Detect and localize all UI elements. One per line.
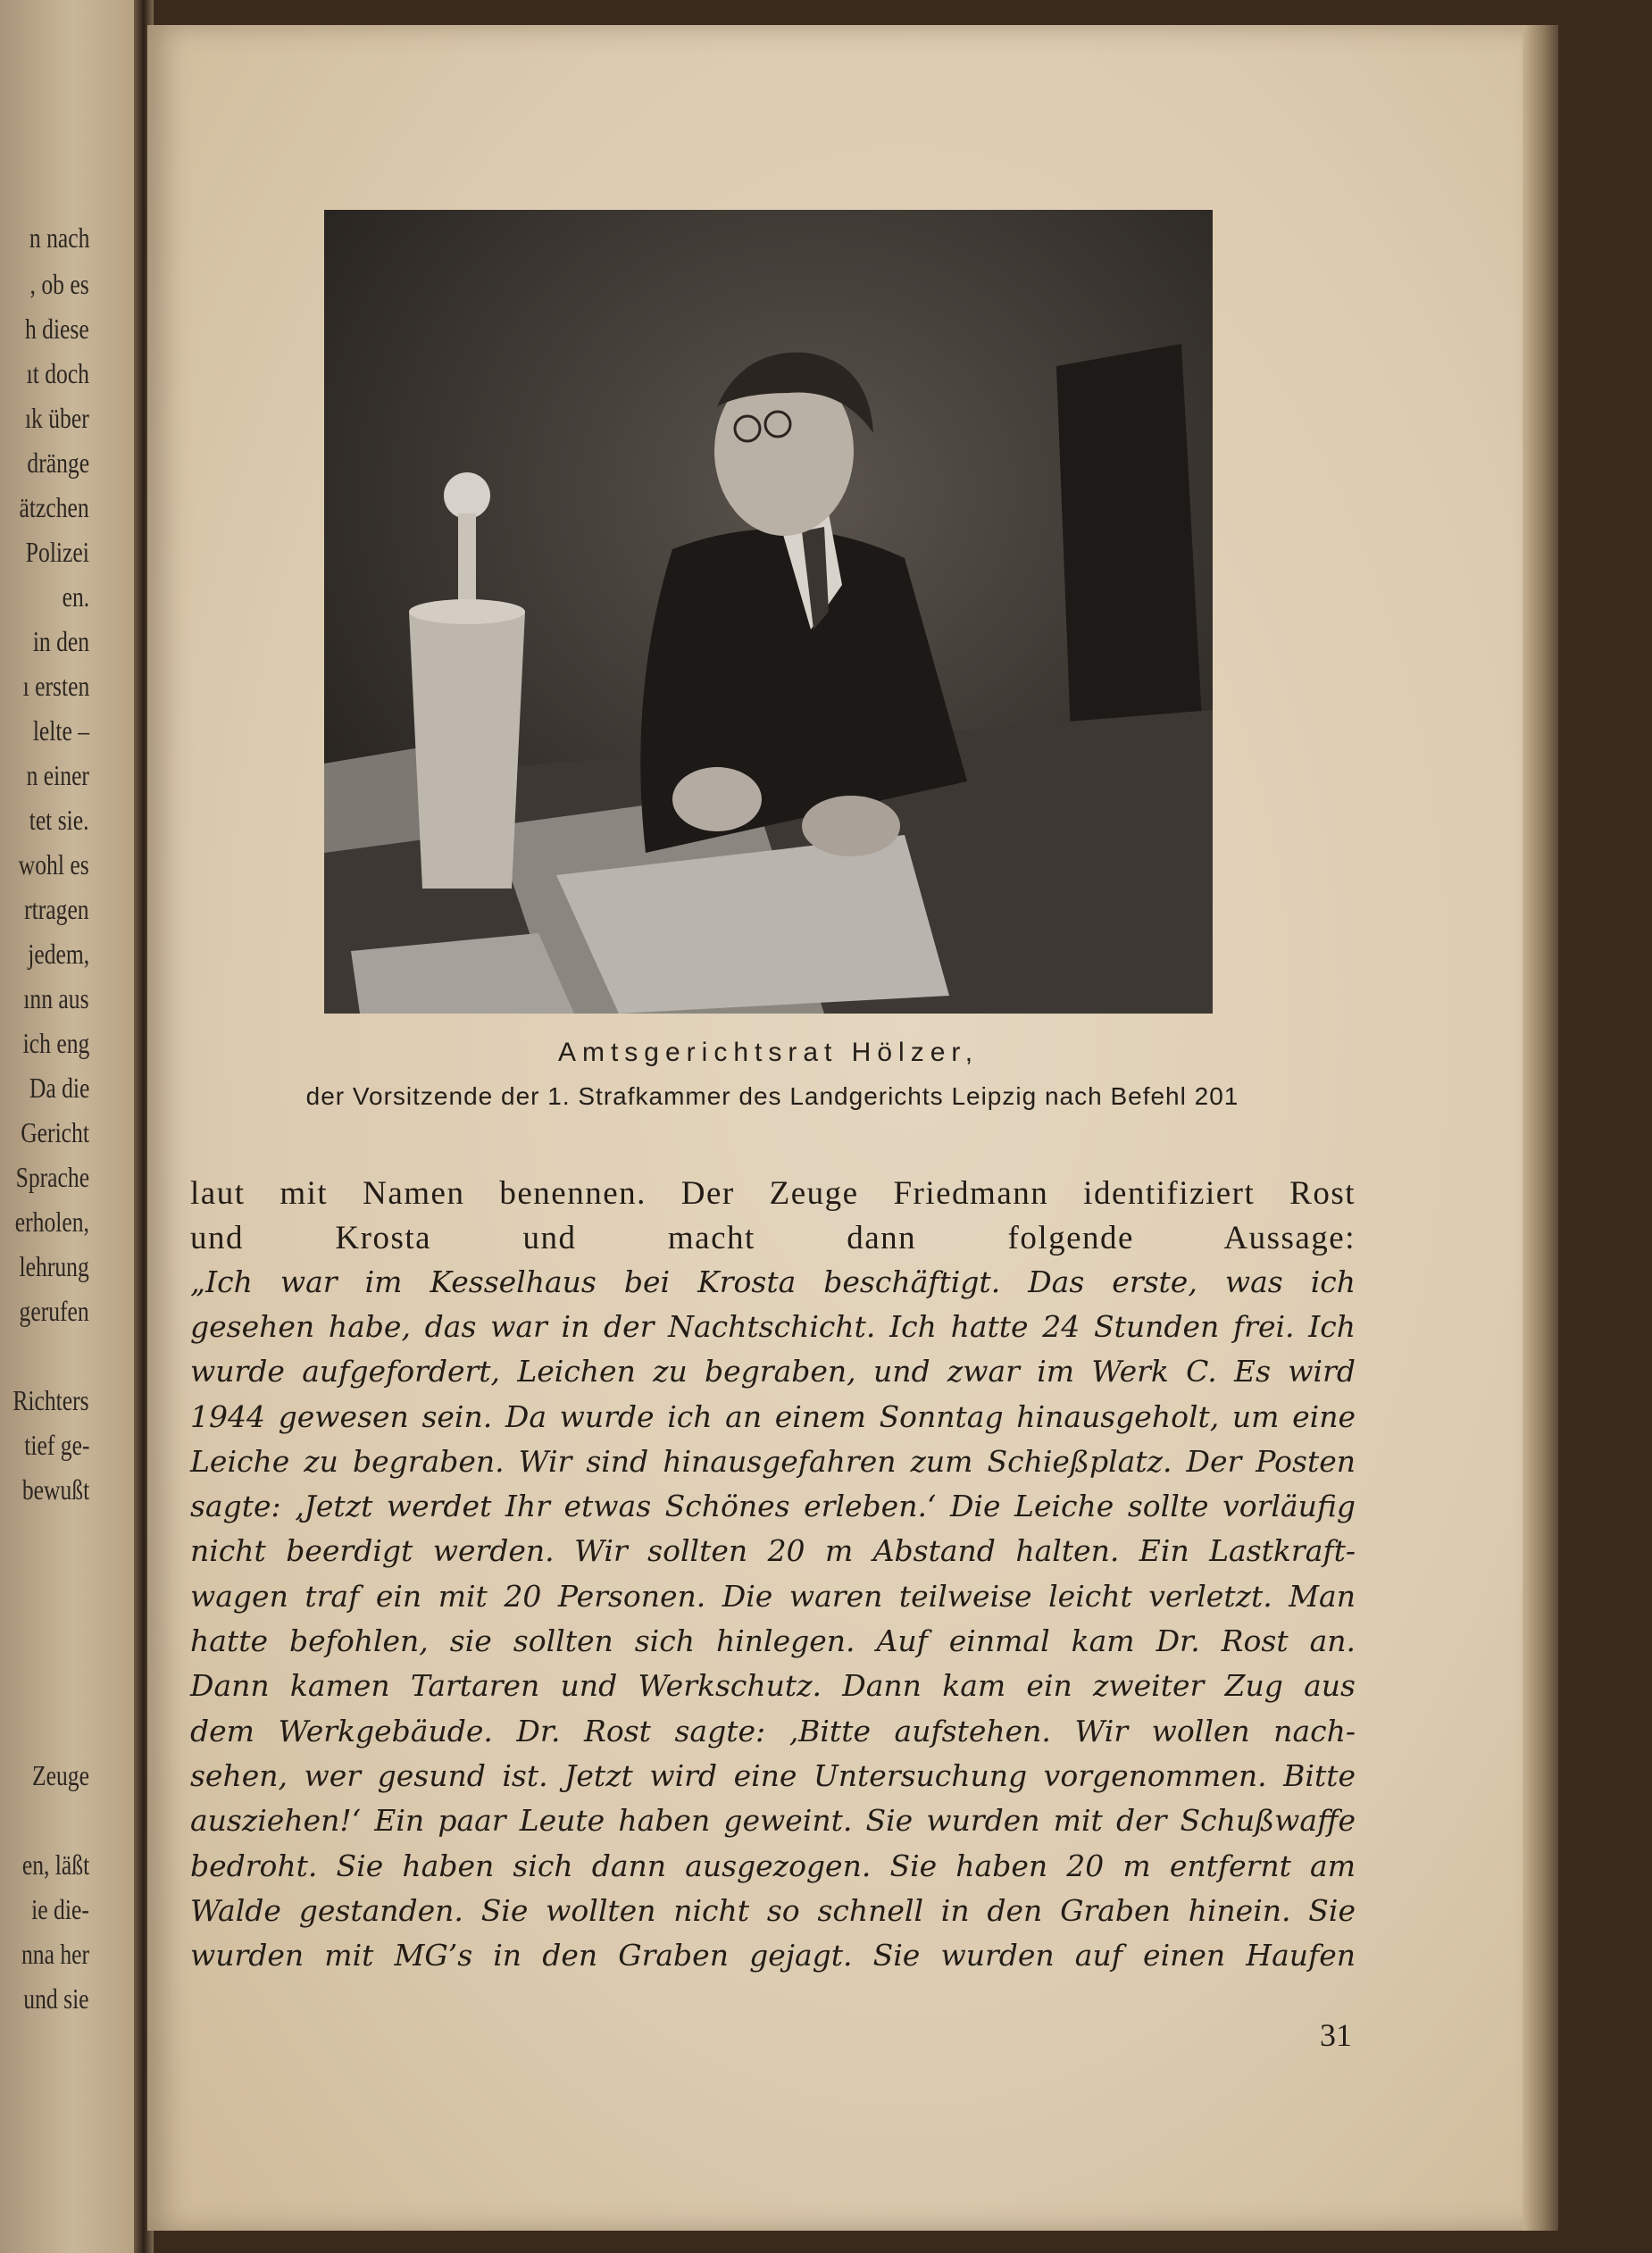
left-page-line: tet sie. xyxy=(29,804,89,836)
left-page-line: bewußt xyxy=(21,1473,89,1506)
left-page-line: en, läßt xyxy=(21,1848,89,1881)
left-page-fragment xyxy=(0,0,134,2253)
left-page-line: jedem, xyxy=(28,938,89,970)
left-page-line: , ob es xyxy=(29,268,89,300)
left-page-line: n nach xyxy=(29,221,89,254)
text-line: „Ich war im Kesselhaus bei Krosta beschäftigt. Das erste, was ich xyxy=(190,1264,1356,1299)
left-page-line: ich eng xyxy=(22,1027,89,1059)
left-page-line: ık über xyxy=(25,402,89,434)
text-line: dem Werkgebäude. Dr. Rost sagte: ‚Bitte aufstehen. Wir wollen nach- xyxy=(190,1714,1356,1748)
text-line: Leiche zu begraben. Wir sind hinausgefahren zum Schießplatz. Der Posten xyxy=(190,1444,1356,1479)
text-line: wagen traf ein mit 20 Personen. Die waren teilweise leicht verletzt. Man xyxy=(190,1579,1356,1614)
text-line: und Krosta und macht dann folgende Aussage: xyxy=(190,1220,1356,1256)
left-page-line: n einer xyxy=(26,759,89,791)
left-page-line: gerufen xyxy=(19,1295,89,1327)
left-page-line: und sie xyxy=(23,1982,89,2015)
text-line: gesehen habe, das war in der Nachtschicht. Ich hatte 24 Stunden frei. Ich xyxy=(190,1309,1356,1344)
text-line: Walde gestanden. Sie wollten nicht so schnell in den Graben hinein. Sie xyxy=(190,1893,1356,1928)
left-page-line: nna her xyxy=(21,1938,89,1970)
photo-illustration-icon xyxy=(324,210,1213,1014)
left-page-line: ätzchen xyxy=(19,491,89,523)
left-page-line: Da die xyxy=(29,1072,89,1104)
left-page-line: lehrung xyxy=(19,1250,89,1282)
text-line: wurde aufgefordert, Leichen zu begraben, und zwar im Werk C. Es wird xyxy=(190,1354,1356,1389)
left-page-line: ınn aus xyxy=(23,982,89,1014)
left-page-line: ı ersten xyxy=(22,670,89,702)
photograph-judge-at-microphone xyxy=(324,210,1213,1014)
left-page-line: ie die- xyxy=(31,1893,89,1925)
page-number: 31 xyxy=(1320,2017,1352,2053)
left-page-line: in den xyxy=(32,625,89,657)
text-line: hatte befohlen, sie sollten sich hinlegen. Auf einmal kam Dr. Rost an. xyxy=(190,1623,1356,1658)
left-page-line: erholen, xyxy=(14,1206,89,1238)
left-page-line: Polizei xyxy=(25,536,89,568)
text-line: 1944 gewesen sein. Da wurde ich an einem Sonntag hinausgeholt, um eine xyxy=(190,1399,1356,1434)
left-page-line: lelte – xyxy=(32,714,89,747)
left-page-line: Richters xyxy=(13,1384,89,1416)
text-line: sehen, wer gesund ist. Jetzt wird eine Untersuchung vorgenommen. Bitte xyxy=(190,1758,1356,1793)
page-edge xyxy=(1523,25,1558,2231)
photo-caption-title: Amtsgerichtsrat Hölzer, xyxy=(557,1038,980,1067)
left-page-line: Gericht xyxy=(21,1116,89,1148)
text-line: Dann kamen Tartaren und Werkschutz. Dann kam ein zweiter Zug aus xyxy=(190,1668,1356,1703)
left-page-line: Zeuge xyxy=(32,1759,89,1791)
text-line: nicht beerdigt werden. Wir sollten 20 m Abstand halten. Ein Lastkraft- xyxy=(190,1533,1356,1568)
left-page-line: dränge xyxy=(27,446,89,479)
text-line: wurden mit MG’s in den Graben gejagt. Sie wurden auf einen Haufen xyxy=(190,1938,1356,1973)
left-page-line: Sprache xyxy=(15,1161,89,1193)
left-page-line: tief ge- xyxy=(23,1429,89,1461)
text-line: sagte: ‚Jetzt werdet Ihr etwas Schönes erleben.‘ Die Leiche sollte vorläufig xyxy=(190,1489,1356,1523)
text-line: ausziehen!‘ Ein paar Leute haben geweint. Sie wurden mit der Schußwaffe xyxy=(190,1803,1356,1838)
text-line: laut mit Namen benennen. Der Zeuge Friedmann identifiziert Rost xyxy=(190,1175,1356,1212)
left-page-line: rtragen xyxy=(24,893,89,925)
left-page-line: wohl es xyxy=(19,848,89,880)
text-line: bedroht. Sie haben sich dann ausgezogen. Sie haben 20 m entfernt am xyxy=(190,1848,1356,1883)
left-page-line: ıt doch xyxy=(26,357,89,389)
left-page-line: h diese xyxy=(25,313,89,345)
left-page-line: en. xyxy=(62,580,89,613)
photo-caption-subtitle: der Vorsitzende der 1. Strafkammer des Landgerichts Leipzig nach Befehl 201 xyxy=(305,1082,1239,1110)
